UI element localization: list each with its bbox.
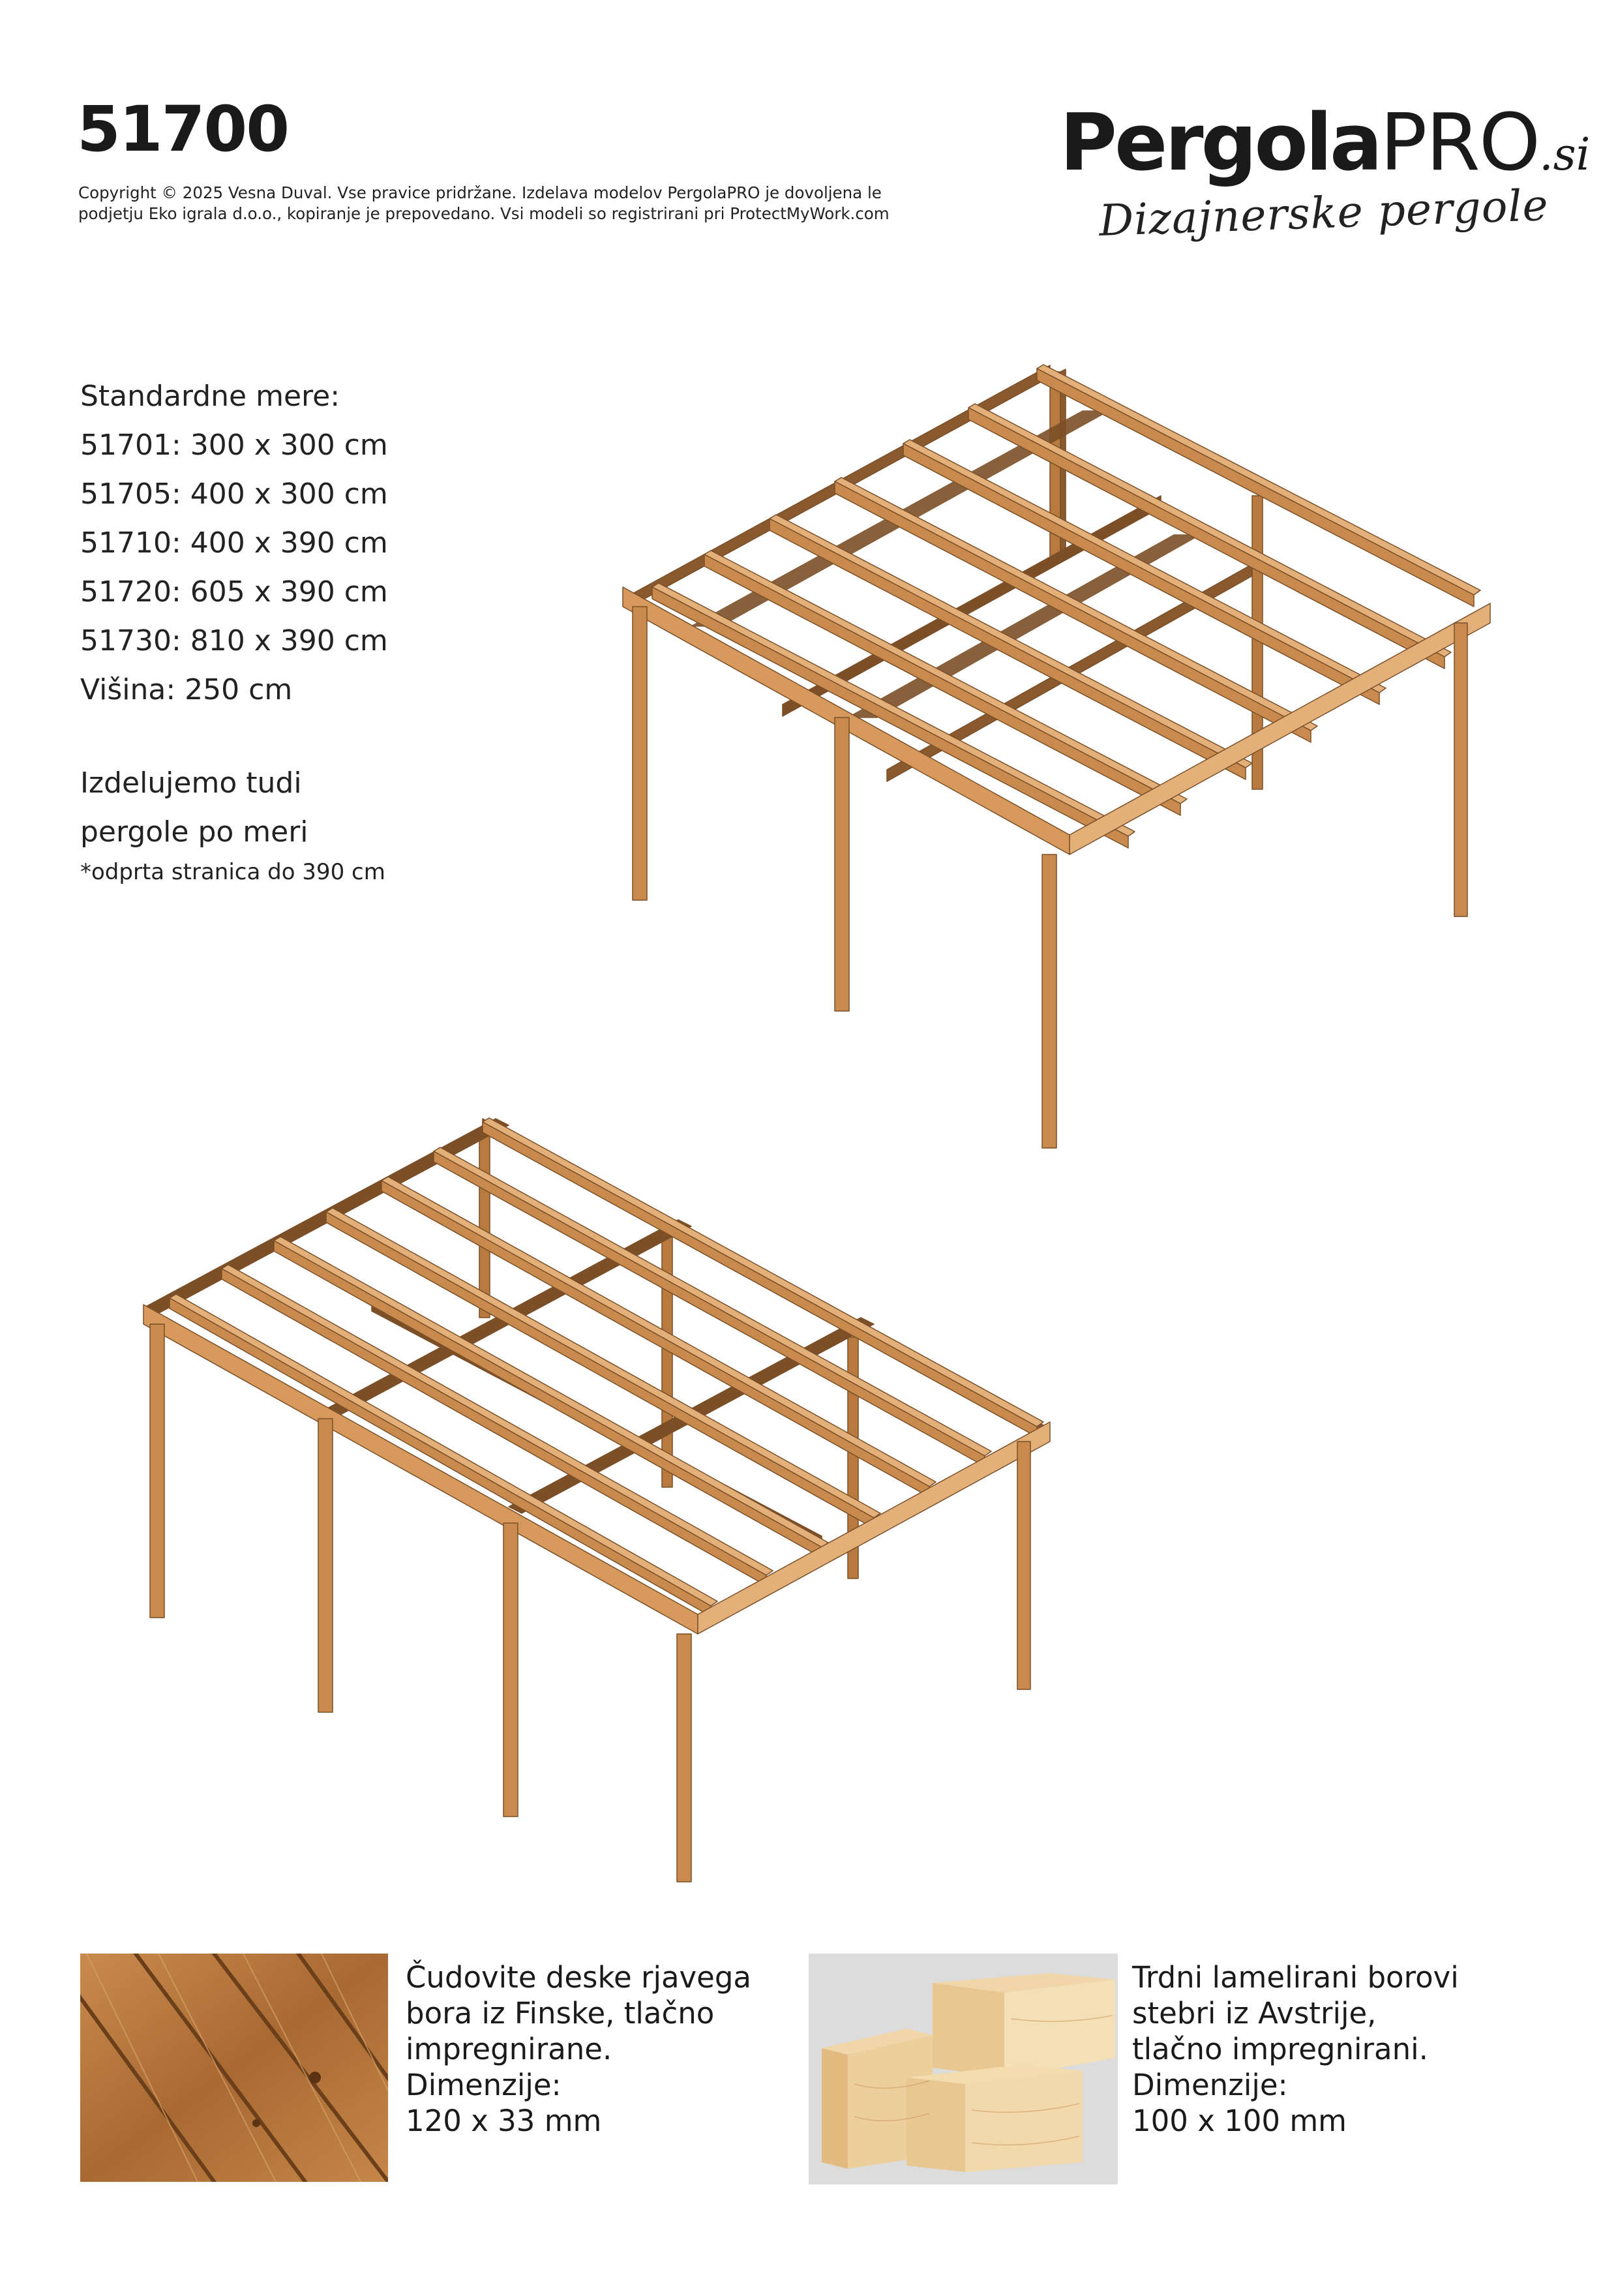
- deck-line-5: 120 x 33 mm: [406, 2104, 602, 2138]
- posts-line-2: stebri iz Avstrije,: [1132, 1996, 1377, 2031]
- logo-wordmark: [1060, 98, 1591, 189]
- pergola-render-view-1: [613, 339, 1500, 1161]
- height-spec: Višina: 250 cm: [80, 673, 293, 706]
- pergolapro-logo: [1060, 98, 1591, 261]
- timber-beams-image: [809, 1954, 1118, 2184]
- size-51710: 51710: 400 x 390 cm: [80, 526, 388, 560]
- deck-line-4: Dimenzije:: [406, 2068, 562, 2102]
- copyright-line-2: podjetju Eko igrala d.o.o., kopiranje je prepovedano. Vsi modeli so registrirani pri ProtectMyWork.com: [78, 204, 890, 223]
- deck-boards-description: [406, 1959, 751, 2139]
- deck-line-3: impregnirane.: [406, 2032, 612, 2066]
- deck-line-2: bora iz Finske, tlačno: [406, 1996, 715, 2031]
- posts-line-1: Trdni lamelirani borovi: [1132, 1960, 1459, 1995]
- laminated-posts-description: [1132, 1959, 1459, 2139]
- laminated-posts-photo: [809, 1954, 1118, 2184]
- size-51720: 51720: 605 x 390 cm: [80, 575, 388, 609]
- specs-heading: Standardne mere:: [80, 380, 340, 413]
- deck-line-1: Čudovite deske rjavega: [406, 1960, 751, 1995]
- custom-sizes-note: [80, 759, 385, 888]
- posts-line-4: Dimenzije:: [1132, 2068, 1288, 2102]
- logo-brand-tld: .si: [1539, 129, 1591, 181]
- copyright-line-1: Copyright © 2025 Vesna Duval. Vse pravice pridržane. Izdelava modelov PergolaPRO je dovoljena le: [78, 183, 882, 202]
- logo-tagline: Dizajnerske pergole: [1098, 179, 1550, 247]
- size-51730: 51730: 810 x 390 cm: [80, 624, 388, 657]
- deck-boards-photo: [80, 1954, 388, 2182]
- size-51701: 51701: 300 x 300 cm: [80, 429, 388, 462]
- standard-dimensions: [80, 372, 388, 714]
- custom-line-2: pergole po meri: [80, 815, 308, 849]
- pergola-drawing-2: [130, 1083, 1056, 1892]
- logo-brand-light: PRO: [1379, 98, 1540, 189]
- size-51705: 51705: 400 x 300 cm: [80, 477, 388, 511]
- custom-line-1: Izdelujemo tudi: [80, 766, 302, 800]
- wood-planks-image: [80, 1954, 388, 2182]
- pergola-drawing-1: [613, 339, 1500, 1161]
- copyright-notice: [78, 183, 926, 224]
- posts-line-3: tlačno impregnirani.: [1132, 2032, 1428, 2066]
- open-side-note: *odprta stranica do 390 cm: [80, 859, 385, 885]
- product-code: 51700: [77, 93, 288, 166]
- logo-brand-bold: Pergola: [1060, 98, 1380, 189]
- pergola-render-view-2: [130, 1083, 1056, 1892]
- posts-line-5: 100 x 100 mm: [1132, 2104, 1347, 2138]
